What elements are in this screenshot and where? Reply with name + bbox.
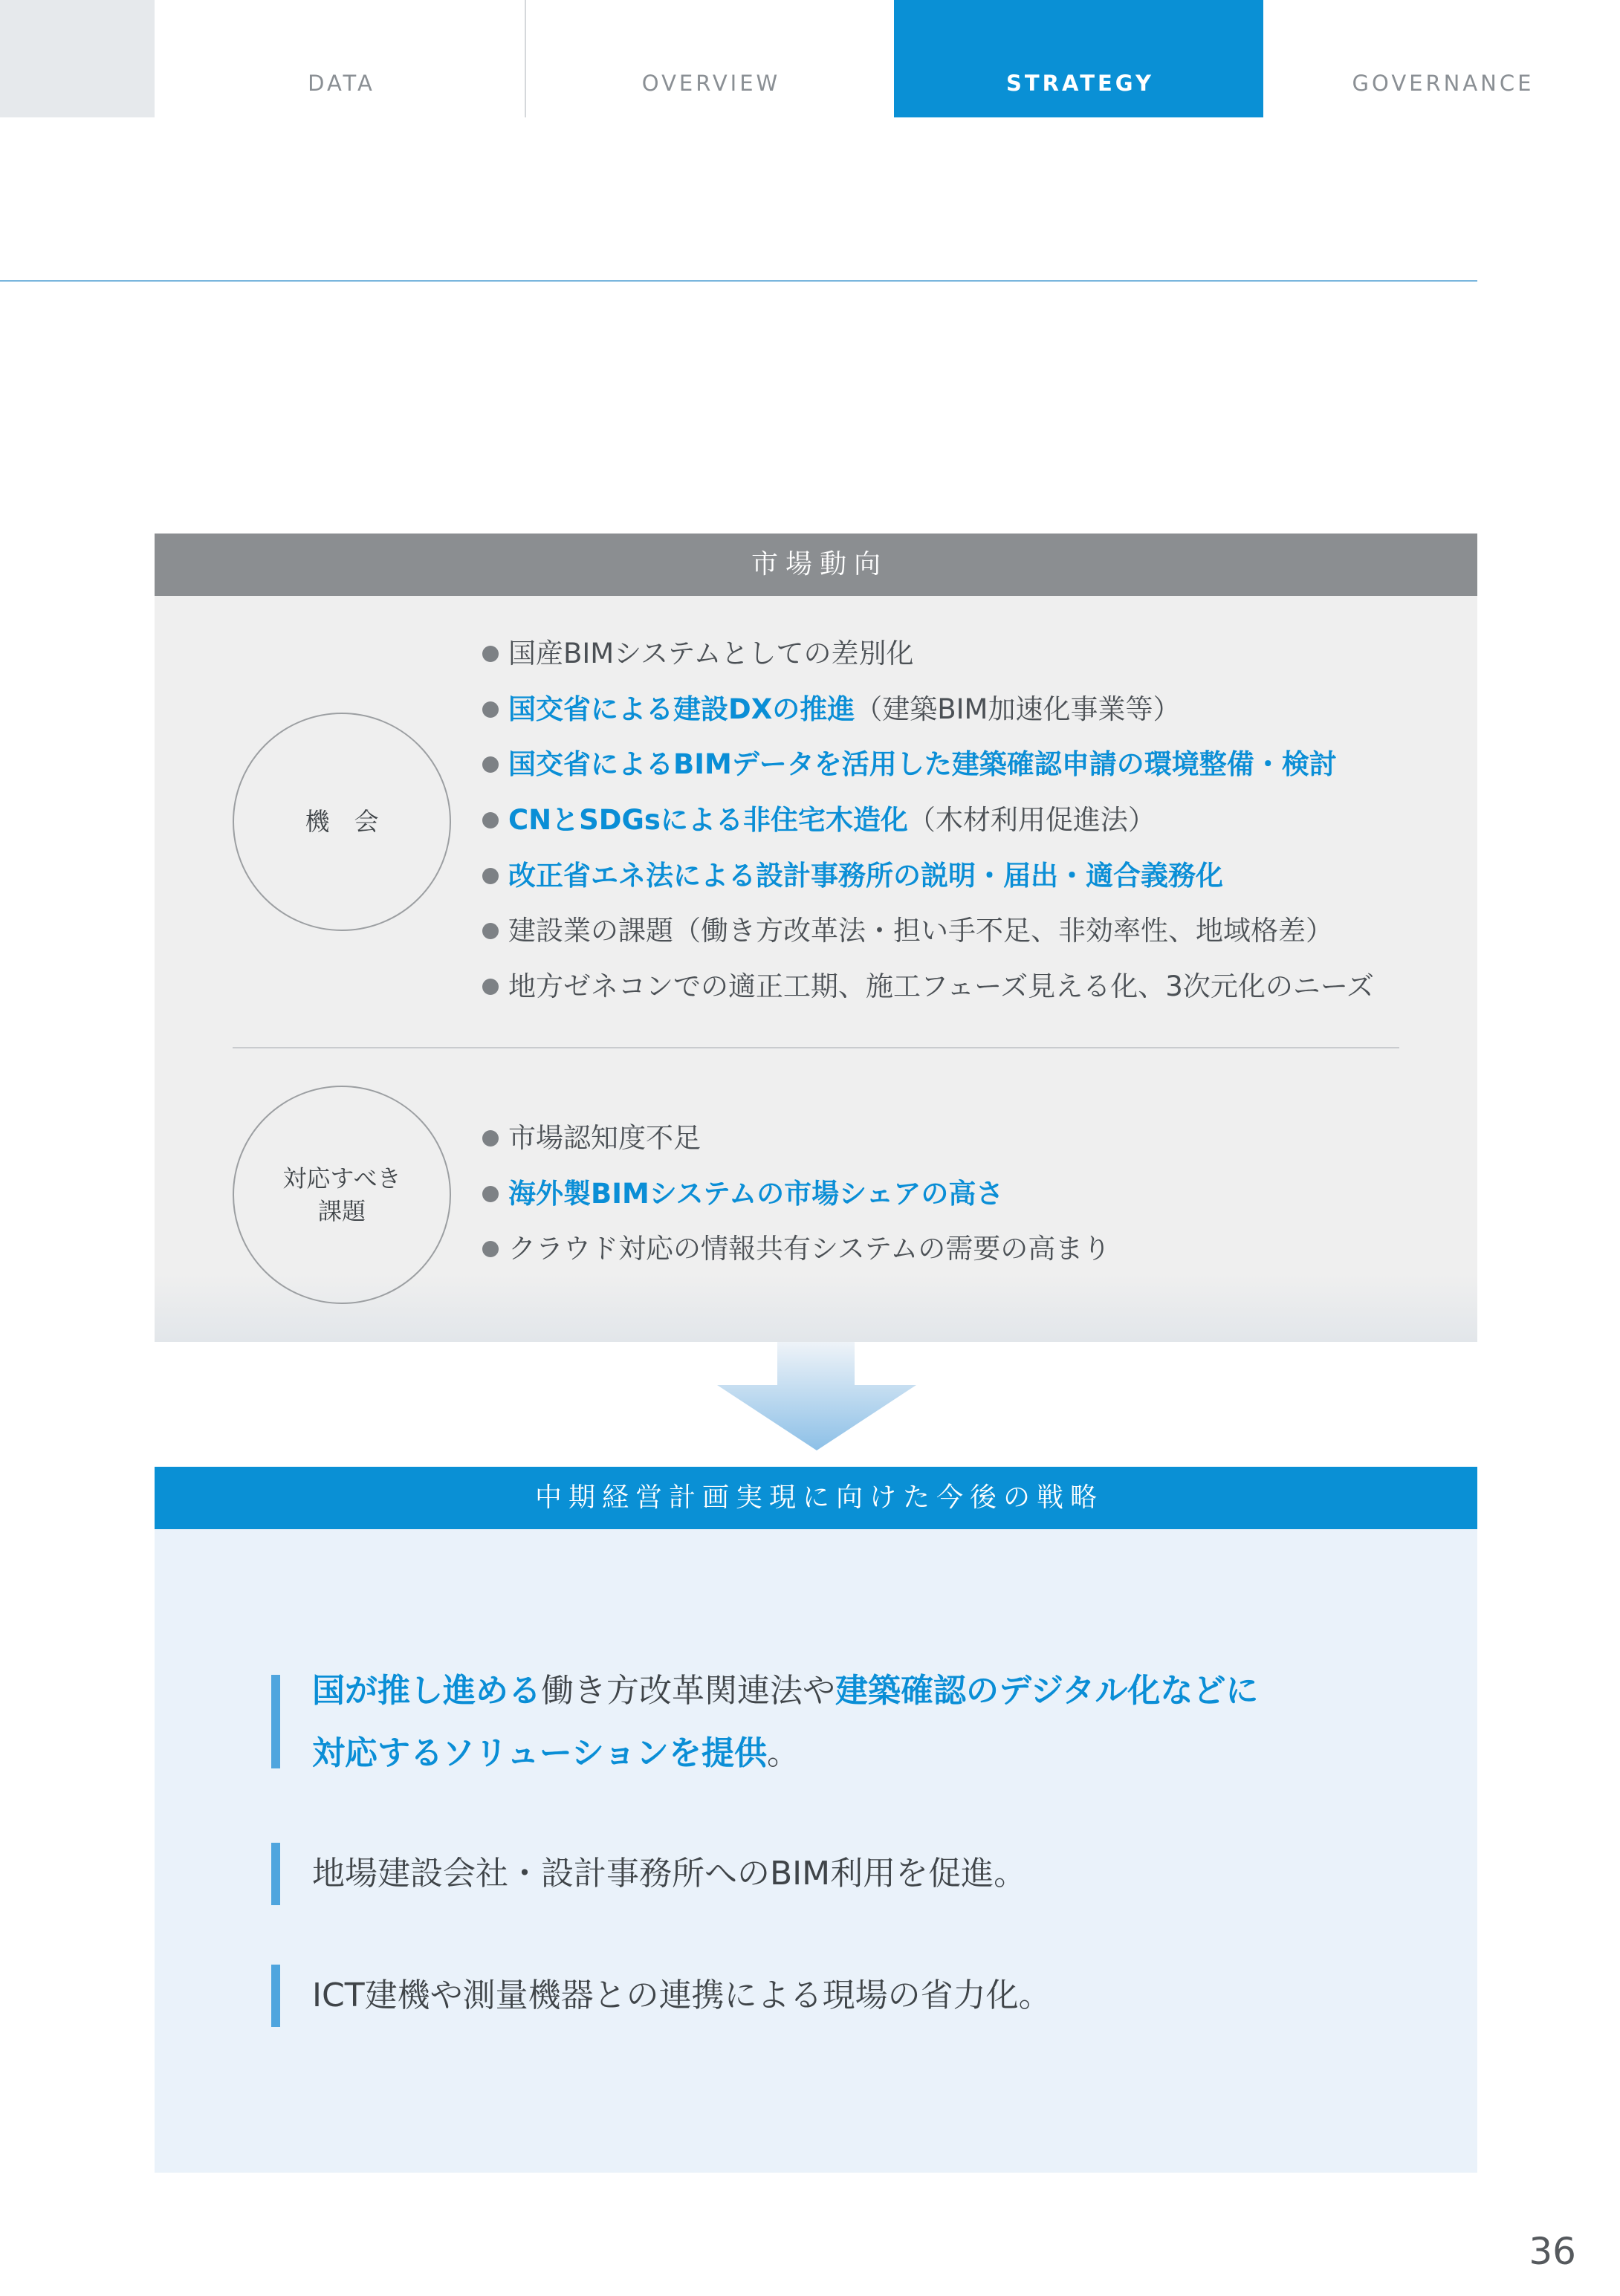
- list-item: [482, 959, 1374, 1015]
- strategy-line: [312, 1965, 1052, 2027]
- strategy-line: [312, 1722, 1258, 1785]
- list-item: [482, 1111, 1110, 1167]
- opportunities-list: [482, 626, 1374, 1015]
- item-text: クラウド対応の情報共有システムの需要の高まり: [508, 1233, 1111, 1265]
- opportunities-label: 機 会: [305, 807, 379, 836]
- strategy-bar: [271, 1843, 280, 1905]
- item-text: 国産BIMシステムとしての差別化: [508, 638, 914, 669]
- nav-left-block: [0, 0, 155, 117]
- list-item: [482, 904, 1374, 959]
- challenges-label-line: 課題: [317, 1197, 366, 1225]
- strategy-text-emphasis: 建築確認のデジタル化などに: [835, 1672, 1259, 1710]
- strategy-bar: [271, 1965, 280, 2027]
- bullet-dot-icon: [482, 646, 499, 662]
- item-text: 市場認知度不足: [508, 1122, 701, 1154]
- tab-governance-label: GOVERNANCE: [1352, 71, 1535, 96]
- item-text: 建設業の課題（働き方改革法・担い手不足、非効率性、地域格差）: [508, 915, 1333, 947]
- strategy-header: 中期経営計画実現に向けた今後の戦略: [155, 1467, 1477, 1529]
- challenges-circle: [233, 1086, 451, 1304]
- list-item: [482, 1222, 1110, 1277]
- bullet-dot-icon: [482, 812, 499, 828]
- strategy-text-emphasis: 国が推し進める: [312, 1672, 541, 1710]
- strategy-line: [312, 1843, 1026, 1905]
- opportunities-circle: [233, 713, 451, 931]
- tab-overview-label: OVERVIEW: [641, 71, 781, 96]
- panel-divider: [233, 1047, 1399, 1048]
- tab-data-label: DATA: [308, 71, 375, 96]
- strategy-text: 。: [767, 1734, 800, 1772]
- bullet-dot-icon: [482, 868, 499, 884]
- down-arrow-icon: [717, 1342, 916, 1450]
- header-rule: [0, 280, 1477, 282]
- tab-overview[interactable]: [525, 0, 894, 117]
- item-text: 地方ゼネコンでの適正工期、施工フェーズ見える化、3次元化のニーズ: [508, 970, 1374, 1002]
- list-item: [482, 1167, 1110, 1222]
- tab-strategy[interactable]: [894, 0, 1263, 117]
- strategy-text: 働き方改革関連法や: [541, 1672, 835, 1710]
- list-item: [482, 737, 1374, 793]
- strategy-bar: [271, 1675, 280, 1768]
- strategy-item: [312, 1843, 1026, 1905]
- list-item: [482, 682, 1374, 738]
- bullet-dot-icon: [482, 1130, 499, 1147]
- strategy-item: [312, 1965, 1052, 2027]
- challenges-list: [482, 1111, 1110, 1277]
- item-text: （建築BIM加速化事業等）: [855, 693, 1181, 725]
- tab-strategy-label: STRATEGY: [1006, 71, 1154, 96]
- list-item: [482, 793, 1374, 849]
- list-item: [482, 626, 1374, 682]
- tab-governance[interactable]: [1263, 0, 1620, 117]
- page-number: 36: [1529, 2230, 1576, 2273]
- tab-data[interactable]: [155, 0, 525, 117]
- item-text: （木材利用促進法）: [907, 803, 1156, 836]
- strategy-text: 地場建設会社・設計事務所へのBIM利用を促進。: [312, 1855, 1027, 1893]
- item-text-emphasis: 国交省による建設DXの推進: [508, 693, 855, 725]
- market-trends-panel: [155, 596, 1477, 1342]
- strategy-panel: [155, 1529, 1477, 2173]
- item-text-emphasis: 改正省エネ法による設計事務所の説明・届出・適合義務化: [508, 859, 1223, 892]
- item-text-emphasis: 国交省によるBIMデータを活用した建築確認申請の環境整備・検討: [508, 748, 1337, 781]
- bullet-dot-icon: [482, 979, 499, 995]
- strategy-line: [312, 1660, 1258, 1722]
- market-trends-header: 市場動向: [155, 534, 1477, 596]
- item-text-emphasis: CNとSDGsによる非住宅木造化: [508, 803, 908, 836]
- item-text-emphasis: 海外製BIMシステムの市場シェアの高さ: [508, 1177, 1004, 1210]
- strategy-text: ICT建機や測量機器との連携による現場の省力化。: [312, 1976, 1052, 2014]
- strategy-text-emphasis: 対応するソリューションを提供: [312, 1734, 768, 1772]
- bullet-dot-icon: [482, 1186, 499, 1202]
- list-item: [482, 849, 1374, 904]
- bullet-dot-icon: [482, 923, 499, 939]
- bullet-dot-icon: [482, 1241, 499, 1257]
- strategy-item: [312, 1660, 1258, 1785]
- bullet-dot-icon: [482, 756, 499, 773]
- bullet-dot-icon: [482, 701, 499, 718]
- challenges-label-line: 対応すべき: [282, 1164, 401, 1193]
